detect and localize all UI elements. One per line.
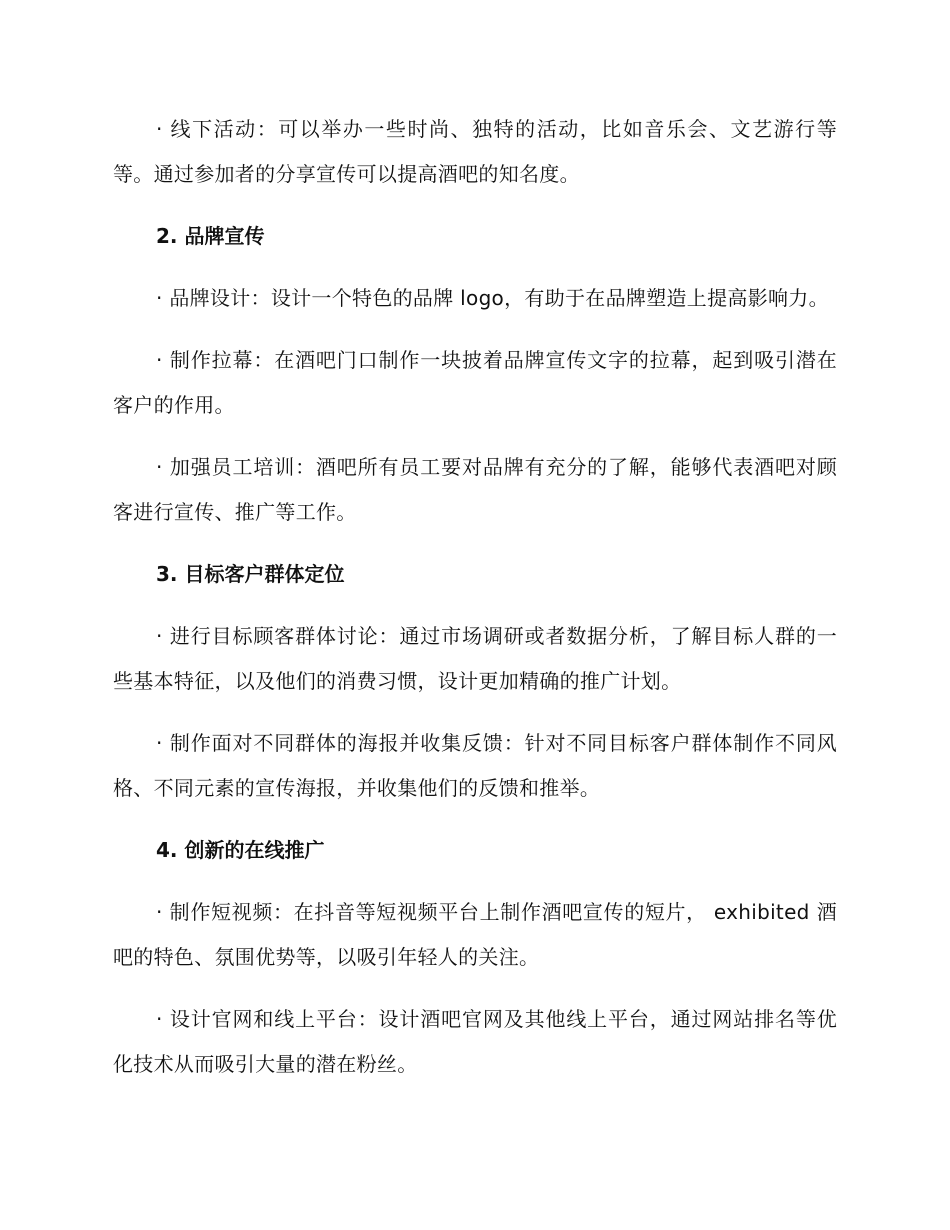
paragraph-official-website: · 设计官网和线上平台：设计酒吧官网及其他线上平台，通过网站排名等优化技术从而吸引大量的潜在粉丝。 [113, 1007, 837, 1076]
paragraph-customer-discussion: · 进行目标顾客群体讨论：通过市场调研或者数据分析，了解目标人群的一些基本特征，以及他们的消费习惯，设计更加精确的推广计划。 [113, 624, 837, 693]
section-heading-brand-promotion: 2. 品牌宣传 [156, 224, 265, 248]
paragraph-short-video: · 制作短视频：在抖音等短视频平台上制作酒吧宣传的短片， exhibited 酒吧的特色、氛围优势等，以吸引年轻人的关注。 [113, 900, 837, 969]
document-body [113, 107, 837, 1104]
paragraph-posters-feedback: · 制作面对不同群体的海报并收集反馈：针对不同目标客户群体制作不同风格、不同元素的宣传海报，并收集他们的反馈和推举。 [113, 731, 837, 800]
section-heading-target-customers: 3. 目标客户群体定位 [156, 562, 345, 586]
section-heading-online-promotion: 4. 创新的在线推广 [156, 838, 325, 862]
paragraph-brand-design: · 品牌设计：设计一个特色的品牌 logo，有助于在品牌塑造上提高影响力。 [156, 286, 829, 310]
paragraph-offline-events: · 线下活动：可以举办一些时尚、独特的活动，比如音乐会、文艺游行等等。通过参加者的分享宣传可以提高酒吧的知名度。 [113, 117, 837, 186]
paragraph-banner: · 制作拉幕：在酒吧门口制作一块披着品牌宣传文字的拉幕，起到吸引潜在客户的作用。 [113, 348, 837, 417]
paragraph-staff-training: · 加强员工培训：酒吧所有员工要对品牌有充分的了解，能够代表酒吧对顾客进行宣传、推广等工作。 [113, 455, 837, 524]
